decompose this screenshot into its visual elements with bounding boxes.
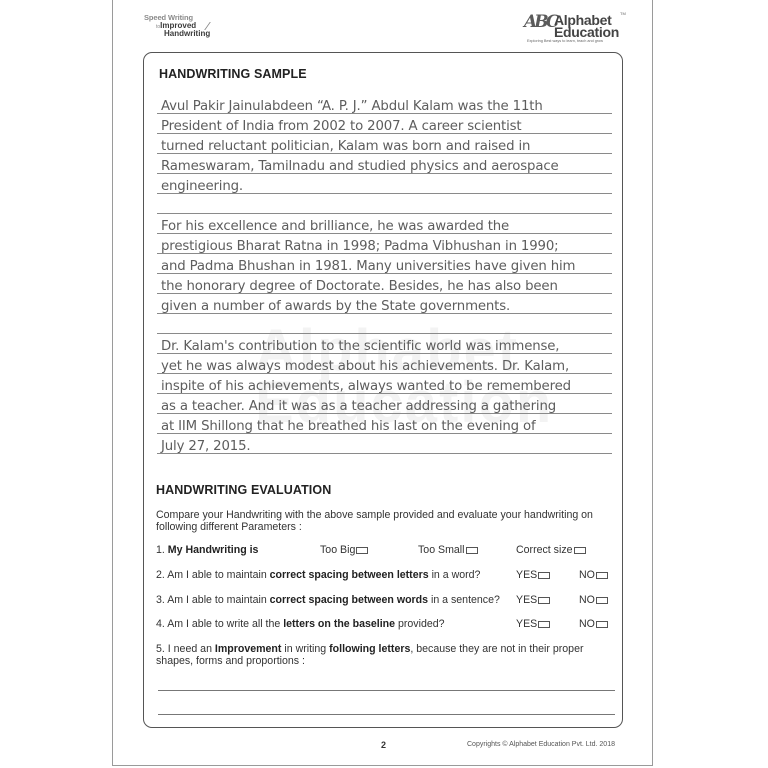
ruled-line <box>157 333 612 334</box>
too-big-label: Too Big <box>320 544 356 556</box>
q3-text-post: in a sentence? <box>428 594 500 606</box>
sample-text-line: at IIM Shillong that he breathed his last on the evening of <box>161 419 536 434</box>
q3-no-option[interactable] <box>579 595 608 607</box>
sample-text-line: Rameswaram, Tamilnadu and studied physics and aerospace <box>161 159 559 174</box>
q4-no-option[interactable] <box>579 619 608 631</box>
q4-yes-checkbox[interactable] <box>538 621 550 628</box>
q5-text-bold-1: Improvement <box>214 643 282 655</box>
sample-text-line: prestigious Bharat Ratna in 1998; Padma Vibhushan in 1990; <box>161 239 559 254</box>
q2-yes-label: YES <box>516 569 538 581</box>
logo-line-1: Speed Writing <box>144 13 193 22</box>
q5-text-post: , because they are not in their proper <box>410 643 584 655</box>
sample-text-line: given a number of awards by the State governments. <box>161 299 511 314</box>
question-4 <box>156 619 445 631</box>
q5-text-line-2: shapes, forms and proportions : <box>156 654 305 667</box>
q2-yes-checkbox[interactable] <box>538 572 550 579</box>
sample-text-line: President of India from 2002 to 2007. A career scientist <box>161 119 522 134</box>
q3-yes-label: YES <box>516 594 538 606</box>
q5-text-bold-2: following letters <box>329 643 411 655</box>
sample-text-line: turned reluctant politician, Kalam was born and raised in <box>161 139 531 154</box>
q3-yes-checkbox[interactable] <box>538 597 550 604</box>
q4-no-checkbox[interactable] <box>596 621 608 628</box>
sample-text-line: July 27, 2015. <box>161 439 251 454</box>
correct-size-checkbox[interactable] <box>574 547 586 554</box>
option-correct-size[interactable] <box>516 545 586 557</box>
q1-number: 1. <box>156 544 165 556</box>
q4-text-bold: letters on the baseline <box>283 618 396 630</box>
q2-no-option[interactable] <box>579 570 608 582</box>
copyright-text: Copyrights © Alphabet Education Pvt. Ltd. 2018 <box>467 741 615 748</box>
question-5 <box>156 644 584 667</box>
sample-text-line: yet he was always modest about his achievements. Dr. Kalam, <box>161 359 570 374</box>
q3-no-label: NO <box>579 594 595 606</box>
q5-text-pre: 5. I need an <box>156 643 215 655</box>
sample-text-line: For his excellence and brilliance, he was awarded the <box>161 219 510 234</box>
q4-no-label: NO <box>579 618 595 630</box>
logo-improved: Improved <box>160 20 197 30</box>
logo-line-3: Handwriting <box>164 28 211 38</box>
q2-text-post: in a word? <box>428 569 481 581</box>
q3-no-checkbox[interactable] <box>596 597 608 604</box>
q4-yes-label: YES <box>516 618 538 630</box>
evaluation-intro <box>156 510 593 533</box>
q1-label: My Handwriting is <box>167 544 259 556</box>
question-3 <box>156 595 500 607</box>
speed-writing-logo <box>144 14 234 38</box>
intro-line-2: following different Parameters : <box>156 520 302 533</box>
ruled-line <box>157 213 612 214</box>
alphabet-education-logo <box>524 10 624 44</box>
sample-text-line: the honorary degree of Doctorate. Besides, he has also been <box>161 279 558 294</box>
logo-word-alphabet: Alphabet <box>554 12 612 28</box>
q4-text-pre: 4. Am I able to write all the <box>156 618 284 630</box>
q5-text-mid: in writing <box>281 643 330 655</box>
sample-text-line: as a teacher. And it was as a teacher addressing a gathering <box>161 399 557 414</box>
sample-text-line: Dr. Kalam's contribution to the scientific world was immense, <box>161 339 560 354</box>
option-too-small[interactable] <box>418 545 478 557</box>
page-number: 2 <box>381 740 387 750</box>
handwriting-sample-title: HANDWRITING SAMPLE <box>159 67 307 81</box>
q2-text-bold: correct spacing between letters <box>269 569 429 581</box>
logo-word-education: Education <box>554 24 619 40</box>
sample-text-line: engineering. <box>161 179 243 194</box>
question-2 <box>156 570 480 582</box>
option-too-big[interactable] <box>320 545 368 557</box>
q3-text-bold: correct spacing between words <box>269 594 429 606</box>
handwriting-evaluation-title: HANDWRITING EVALUATION <box>156 483 332 497</box>
q2-text-pre: 2. Am I able to maintain <box>156 569 270 581</box>
q4-yes-option[interactable] <box>516 619 550 631</box>
question-1 <box>156 545 258 557</box>
logo-connector: to <box>156 23 161 30</box>
q3-yes-option[interactable] <box>516 595 550 607</box>
logo-tagline: Exploring Best ways to learn, teach and grow <box>527 39 603 43</box>
q4-text-post: provided? <box>395 618 445 630</box>
sample-text-line: Avul Pakir Jainulabdeen “A. P. J.” Abdul Kalam was the 11th <box>161 99 543 114</box>
too-small-checkbox[interactable] <box>466 547 478 554</box>
abc-mark-icon: ABC <box>524 12 557 32</box>
q2-no-checkbox[interactable] <box>596 572 608 579</box>
answer-line-2[interactable] <box>158 714 615 715</box>
trademark: TM <box>620 11 626 16</box>
q2-yes-option[interactable] <box>516 570 550 582</box>
q2-no-label: NO <box>579 569 595 581</box>
answer-line-1[interactable] <box>158 690 615 691</box>
sample-text-line: and Padma Bhushan in 1981. Many universities have given him <box>161 259 576 274</box>
q3-text-pre: 3. Am I able to maintain <box>156 594 270 606</box>
correct-size-label: Correct size <box>516 544 573 556</box>
sample-text-line: inspite of his achievements, always wanted to be remembered <box>161 379 571 394</box>
too-small-label: Too Small <box>418 544 465 556</box>
too-big-checkbox[interactable] <box>356 547 368 554</box>
intro-line-1: Compare your Handwriting with the above sample provided and evaluate your handwriting on <box>156 509 593 521</box>
